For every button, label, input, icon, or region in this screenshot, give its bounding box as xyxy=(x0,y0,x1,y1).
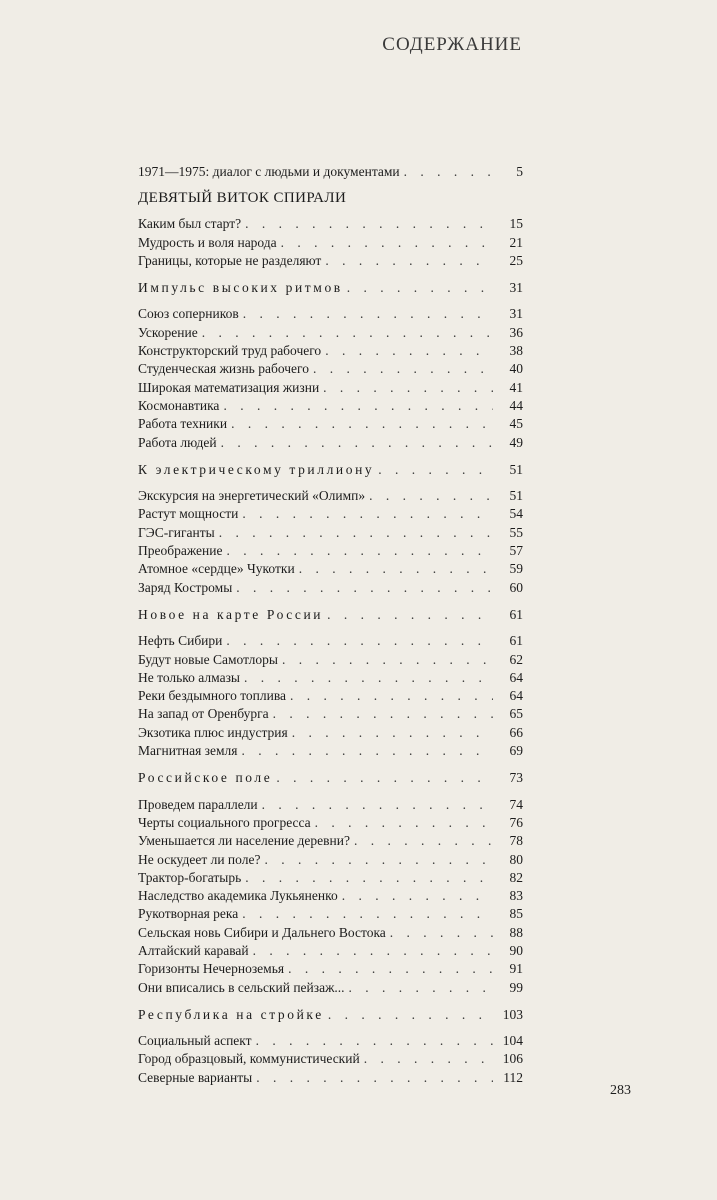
toc-group xyxy=(138,279,523,452)
dot-leader xyxy=(347,279,493,297)
toc-entry-page: 91 xyxy=(509,961,523,977)
toc-group xyxy=(138,769,523,997)
toc-entry-page: 61 xyxy=(509,633,523,649)
toc-entry-page: 82 xyxy=(509,869,523,885)
dot-leader xyxy=(290,687,493,705)
toc-group xyxy=(138,1006,523,1087)
dot-leader xyxy=(223,397,493,415)
toc-entry-label: Студенческая жизнь рабочего xyxy=(138,361,309,377)
toc-entry-page: 80 xyxy=(509,851,523,867)
toc-entry-label: К электрическому триллиону xyxy=(138,461,375,477)
toc-entry-page: 64 xyxy=(509,688,523,704)
toc-chapter-entry xyxy=(138,1006,523,1024)
dot-leader xyxy=(281,234,493,252)
toc-entry-page: 88 xyxy=(509,924,523,940)
toc-group xyxy=(138,606,523,760)
toc-entry-page: 73 xyxy=(509,770,523,786)
toc-entry-page: 83 xyxy=(509,888,523,904)
toc-entry-label: На запад от Оренбурга xyxy=(138,706,269,722)
toc-entry xyxy=(138,487,523,505)
dot-leader xyxy=(245,215,493,233)
toc-entry xyxy=(138,832,523,850)
dot-leader xyxy=(327,606,493,624)
dot-leader xyxy=(313,360,493,378)
toc-entry-label: Границы, которые не разделяют xyxy=(138,252,322,268)
toc-entry-label: Уменьшается ли население деревни? xyxy=(138,833,350,849)
dot-leader xyxy=(256,1032,493,1050)
toc-entry-page: 21 xyxy=(509,234,523,250)
toc-entry xyxy=(138,905,523,923)
toc-entry-page: 15 xyxy=(509,216,523,232)
toc-entry-label: Трактор-богатырь xyxy=(138,869,242,885)
dot-leader xyxy=(378,461,493,479)
toc-entry-label: Реки бездымного топлива xyxy=(138,688,287,704)
dot-leader xyxy=(226,542,493,560)
toc-entry-label: Рукотворная река xyxy=(138,906,239,922)
toc-entry xyxy=(138,632,523,650)
dot-leader xyxy=(390,924,493,942)
dot-leader xyxy=(202,324,493,342)
toc-entry xyxy=(138,560,523,578)
toc-entry-label: Город образцовый, коммунистический xyxy=(138,1051,360,1067)
toc-entry-page: 74 xyxy=(509,796,523,812)
toc-entry-label: Ускорение xyxy=(138,324,198,340)
toc-entry xyxy=(138,579,523,597)
toc-entry-label: Экзотика плюс индустрия xyxy=(138,724,288,740)
dot-leader xyxy=(349,979,493,997)
toc-entry xyxy=(138,942,523,960)
toc-entry-label: Алтайский каравай xyxy=(138,942,249,958)
dot-leader xyxy=(245,869,493,887)
toc-entry xyxy=(138,651,523,669)
toc-entry xyxy=(138,415,523,433)
dot-leader xyxy=(354,832,493,850)
toc-entry-label: Черты социального прогресса xyxy=(138,814,311,830)
toc-entry-page: 57 xyxy=(509,543,523,559)
dot-leader xyxy=(369,487,493,505)
toc-group xyxy=(138,215,523,270)
toc-entry-label: Новое на карте России xyxy=(138,606,324,622)
toc-entry xyxy=(138,397,523,415)
dot-leader xyxy=(292,724,493,742)
dot-leader xyxy=(276,769,493,787)
toc-entry-page: 36 xyxy=(509,324,523,340)
toc-entry xyxy=(138,724,523,742)
toc-entry-label: Космонавтика xyxy=(138,397,220,413)
toc-entry-label: ГЭС-гиганты xyxy=(138,524,215,540)
dot-leader xyxy=(299,560,493,578)
toc-entry-page: 44 xyxy=(509,397,523,413)
dot-leader xyxy=(288,960,493,978)
toc-entry-label: Мудрость и воля народа xyxy=(138,234,277,250)
toc-entry-page: 106 xyxy=(502,1051,523,1067)
toc-entry-page: 66 xyxy=(509,724,523,740)
dot-leader xyxy=(256,1069,493,1087)
toc-entry-label: Магнитная земля xyxy=(138,743,238,759)
toc-entry-page: 25 xyxy=(509,252,523,268)
toc-entry xyxy=(138,796,523,814)
toc-entry xyxy=(138,924,523,942)
toc-entry xyxy=(138,814,523,832)
toc-entry-page: 62 xyxy=(509,651,523,667)
toc-entry-label: Северные варианты xyxy=(138,1069,253,1085)
toc-entry-page: 40 xyxy=(509,361,523,377)
toc-entry-label: Атомное «сердце» Чукотки xyxy=(138,561,295,577)
toc-entry-label: Республика на стройке xyxy=(138,1006,324,1022)
dot-leader xyxy=(236,579,493,597)
toc-chapter-entry xyxy=(138,769,523,787)
toc-entry-label: Союз соперников xyxy=(138,306,239,322)
toc-entry-label: Работа людей xyxy=(138,434,217,450)
toc-entry-page: 64 xyxy=(509,669,523,685)
toc-entry-page: 76 xyxy=(509,814,523,830)
dot-leader xyxy=(325,252,493,270)
toc-chapter-entry xyxy=(138,606,523,624)
toc-entry xyxy=(138,434,523,452)
dot-leader xyxy=(244,669,493,687)
toc-entry-page: 49 xyxy=(509,434,523,450)
toc-entry xyxy=(138,851,523,869)
toc-entry-page: 51 xyxy=(509,488,523,504)
toc-entry-page: 45 xyxy=(509,416,523,432)
toc-entry-label: Нефть Сибири xyxy=(138,633,223,649)
toc-entry xyxy=(138,305,523,323)
toc-entry-page: 54 xyxy=(509,506,523,522)
dot-leader xyxy=(221,434,493,452)
toc-entry-label: Наследство академика Лукьяненко xyxy=(138,888,338,904)
page-title: СОДЕРЖАНИЕ xyxy=(382,34,522,55)
dot-leader xyxy=(364,1050,493,1068)
dot-leader xyxy=(219,524,493,542)
dot-leader xyxy=(242,505,493,523)
toc-entry-label: Заряд Костромы xyxy=(138,579,233,595)
toc-entry-label: Работа техники xyxy=(138,416,228,432)
toc-chapter-entry xyxy=(138,279,523,297)
toc-entry xyxy=(138,960,523,978)
toc-entry-page: 5 xyxy=(516,164,523,179)
toc-entry xyxy=(138,869,523,887)
toc-entry-label: Экскурсия на энергетический «Олимп» xyxy=(138,488,366,504)
toc-entry-label: Сельская новь Сибири и Дальнего Востока xyxy=(138,924,386,940)
dot-leader xyxy=(328,1006,493,1024)
toc-entry-label: Широкая математизация жизни xyxy=(138,379,320,395)
toc-entry xyxy=(138,742,523,760)
toc-intro-entry xyxy=(138,163,523,181)
toc-entry xyxy=(138,379,523,397)
toc-entry-page: 38 xyxy=(509,343,523,359)
dot-leader xyxy=(262,796,493,814)
toc-entry-label: Социальный аспект xyxy=(138,1033,252,1049)
toc-entry-label: 1971—1975: диалог с людьми и документами xyxy=(138,164,400,179)
dot-leader xyxy=(315,814,493,832)
toc-entry xyxy=(138,887,523,905)
dot-leader xyxy=(242,905,493,923)
toc-entry xyxy=(138,669,523,687)
dot-leader xyxy=(342,887,493,905)
toc-entry-label: Будут новые Самотлоры xyxy=(138,651,278,667)
toc-entry xyxy=(138,324,523,342)
toc-entry xyxy=(138,979,523,997)
toc-entry-label: Преображение xyxy=(138,543,223,559)
dot-leader xyxy=(325,342,493,360)
dot-leader xyxy=(323,379,493,397)
toc-entry-label: Конструкторский труд рабочего xyxy=(138,343,322,359)
toc-entry-page: 51 xyxy=(509,461,523,477)
toc-entry xyxy=(138,542,523,560)
toc-entry-label: Горизонты Нечерноземья xyxy=(138,961,285,977)
toc-entry-label: Каким был старт? xyxy=(138,216,242,232)
toc-entry xyxy=(138,215,523,233)
toc-entry-label: Растут мощности xyxy=(138,506,239,522)
toc-entry-page: 103 xyxy=(502,1006,523,1022)
toc-entry xyxy=(138,360,523,378)
toc-chapter-entry xyxy=(138,461,523,479)
toc-entry-page: 99 xyxy=(509,979,523,995)
toc-entry xyxy=(138,524,523,542)
toc-entry xyxy=(138,705,523,723)
toc-entry-page: 60 xyxy=(509,579,523,595)
toc-entry xyxy=(138,505,523,523)
toc-entry-page: 65 xyxy=(509,706,523,722)
toc-entry-label: Проведем параллели xyxy=(138,796,258,812)
toc-entry-page: 90 xyxy=(509,942,523,958)
toc-entry xyxy=(138,687,523,705)
toc-entry-label: Не только алмазы xyxy=(138,669,240,685)
toc-entry xyxy=(138,342,523,360)
toc-entry-page: 69 xyxy=(509,743,523,759)
part-heading: ДЕВЯТЫЙ ВИТОК СПИРАЛИ xyxy=(138,190,347,207)
toc-entry xyxy=(138,252,523,270)
toc-entry-label: Импульс высоких ритмов xyxy=(138,280,343,296)
toc-entry xyxy=(138,1050,523,1068)
dot-leader xyxy=(404,163,493,181)
dot-leader xyxy=(242,742,494,760)
dot-leader xyxy=(243,305,493,323)
dot-leader xyxy=(282,651,493,669)
toc-entry-label: Российское поле xyxy=(138,770,273,786)
toc-groups xyxy=(138,215,523,1087)
toc-group xyxy=(138,461,523,597)
dot-leader xyxy=(226,632,493,650)
toc-entry xyxy=(138,234,523,252)
page-number: 283 xyxy=(610,1083,631,1098)
table-of-contents xyxy=(138,163,523,1096)
toc-entry-page: 59 xyxy=(509,561,523,577)
toc-entry-page: 112 xyxy=(503,1069,523,1085)
toc-entry-page: 41 xyxy=(509,379,523,395)
toc-entry-label: Не оскудеет ли поле? xyxy=(138,851,261,867)
dot-leader xyxy=(231,415,493,433)
toc-entry xyxy=(138,1069,523,1087)
toc-entry xyxy=(138,1032,523,1050)
toc-entry-label: Они вписались в сельский пейзаж... xyxy=(138,979,345,995)
toc-entry-page: 55 xyxy=(509,524,523,540)
toc-entry-page: 31 xyxy=(509,280,523,296)
toc-entry-page: 78 xyxy=(509,833,523,849)
dot-leader xyxy=(264,851,493,869)
toc-entry-page: 61 xyxy=(509,606,523,622)
dot-leader xyxy=(273,705,493,723)
toc-entry-page: 31 xyxy=(509,306,523,322)
toc-entry-page: 85 xyxy=(509,906,523,922)
dot-leader xyxy=(253,942,493,960)
toc-entry-page: 104 xyxy=(502,1033,523,1049)
